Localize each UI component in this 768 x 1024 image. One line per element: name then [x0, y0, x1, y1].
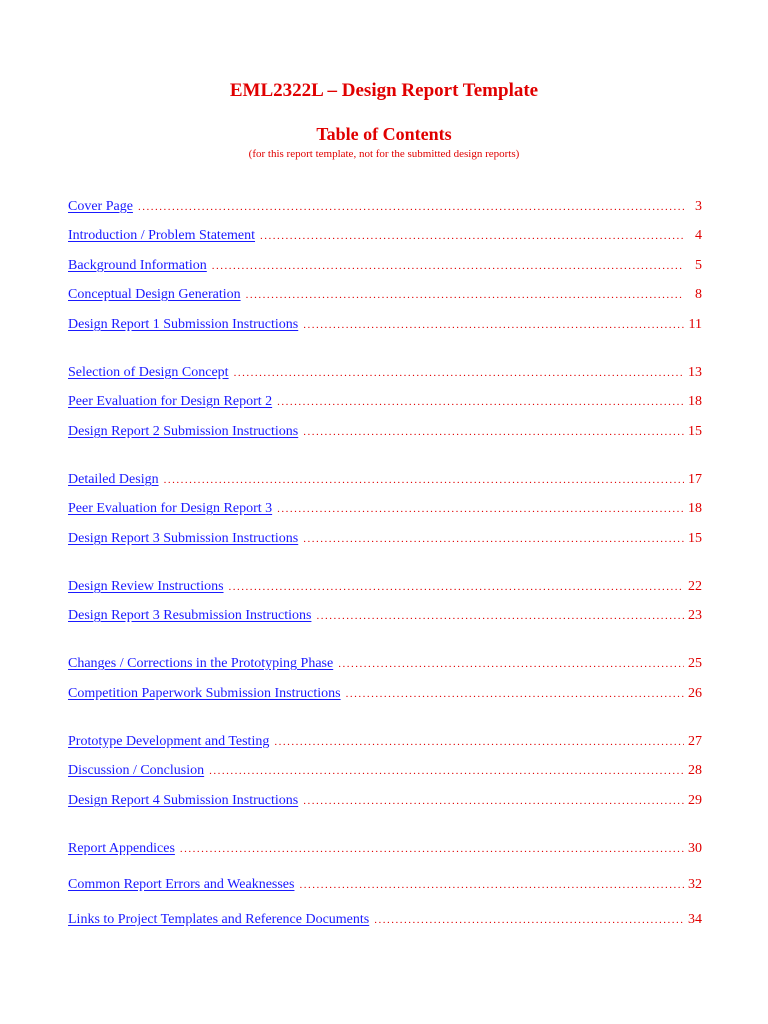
dot-leader	[260, 230, 684, 242]
toc-page-number: 27	[688, 734, 702, 749]
toc-entry-report-3-submission[interactable]	[68, 531, 702, 551]
dot-leader	[274, 736, 684, 748]
toc-link[interactable]: Selection of Design Concept	[68, 365, 229, 380]
toc-link[interactable]: Detailed Design	[68, 472, 159, 487]
dot-leader	[138, 201, 684, 213]
dot-leader	[212, 260, 684, 272]
dot-leader	[346, 688, 684, 700]
toc-page-number: 8	[695, 287, 702, 302]
toc-entry-prototyping-changes[interactable]	[68, 656, 702, 676]
dot-leader	[299, 879, 684, 891]
toc-entry-peer-eval-report-2[interactable]	[68, 394, 702, 414]
dot-leader	[303, 426, 684, 438]
toc-page-number: 4	[695, 228, 702, 243]
toc-link[interactable]: Conceptual Design Generation	[68, 287, 241, 302]
toc-link[interactable]: Design Review Instructions	[68, 579, 224, 594]
dot-leader	[209, 765, 684, 777]
toc-page-number: 26	[688, 686, 702, 701]
toc-page-number: 34	[688, 912, 702, 927]
dot-leader	[303, 319, 684, 331]
toc-page-number: 13	[688, 365, 702, 380]
toc-page-number: 28	[688, 763, 702, 778]
toc-link[interactable]: Changes / Corrections in the Prototyping Phase	[68, 656, 334, 671]
toc-page-number: 5	[695, 258, 702, 273]
toc-page-number: 15	[688, 531, 702, 546]
dot-leader	[277, 396, 684, 408]
toc-entry-common-errors[interactable]	[68, 877, 702, 897]
toc-link[interactable]: Report Appendices	[68, 841, 175, 856]
toc-page-number: 18	[688, 501, 702, 516]
toc-entry-peer-eval-report-3[interactable]	[68, 501, 702, 521]
dot-leader	[229, 581, 684, 593]
toc-page-number: 30	[688, 841, 702, 856]
toc-entry-discussion-conclusion[interactable]	[68, 763, 702, 783]
toc-link[interactable]: Common Report Errors and Weaknesses	[68, 877, 295, 892]
toc-page-number: 15	[688, 424, 702, 439]
toc-note: (for this report template, not for the submitted design reports)	[248, 148, 520, 160]
toc-entry-cover-page[interactable]	[68, 199, 702, 219]
dot-leader	[303, 795, 684, 807]
toc-link[interactable]: Design Report 1 Submission Instructions	[68, 317, 299, 332]
dot-leader	[374, 914, 684, 926]
toc-link[interactable]: Links to Project Templates and Reference Documents	[68, 912, 370, 927]
toc-entry-report-2-submission[interactable]	[68, 424, 702, 444]
toc-link[interactable]: Design Report 2 Submission Instructions	[68, 424, 299, 439]
toc-entry-report-1-submission[interactable]	[68, 317, 702, 337]
toc-page-number: 22	[688, 579, 702, 594]
toc-page-number: 29	[688, 793, 702, 808]
toc-entry-introduction[interactable]	[68, 228, 702, 248]
toc-page-number: 23	[688, 608, 702, 623]
toc-link[interactable]: Peer Evaluation for Design Report 3	[68, 501, 273, 516]
toc-entry-report-appendices[interactable]	[68, 841, 702, 861]
dot-leader	[303, 533, 684, 545]
toc-page-number: 18	[688, 394, 702, 409]
toc-entry-design-review[interactable]	[68, 579, 702, 599]
toc-entry-selection-of-concept[interactable]	[68, 365, 702, 385]
toc-entry-background[interactable]	[68, 258, 702, 278]
toc-link[interactable]: Prototype Development and Testing	[68, 734, 270, 749]
dot-leader	[316, 610, 684, 622]
dot-leader	[180, 843, 684, 855]
dot-leader	[338, 658, 684, 670]
toc-link[interactable]: Design Report 3 Submission Instructions	[68, 531, 299, 546]
toc-entry-detailed-design[interactable]	[68, 472, 702, 492]
toc-entry-prototype-development[interactable]	[68, 734, 702, 754]
toc-heading: Table of Contents	[316, 124, 452, 144]
toc-entry-report-4-submission[interactable]	[68, 793, 702, 813]
dot-leader	[164, 474, 684, 486]
toc-link[interactable]: Competition Paperwork Submission Instructions	[68, 686, 341, 701]
dot-leader	[277, 503, 684, 515]
toc-link[interactable]: Cover Page	[68, 199, 133, 214]
toc-page-number: 17	[688, 472, 702, 487]
toc-entry-conceptual-design[interactable]	[68, 287, 702, 307]
toc-page-number: 25	[688, 656, 702, 671]
toc-page-number: 32	[688, 877, 702, 892]
toc-link[interactable]: Peer Evaluation for Design Report 2	[68, 394, 273, 409]
toc-page-number: 11	[688, 317, 702, 332]
toc-link[interactable]: Introduction / Problem Statement	[68, 228, 256, 243]
toc-link[interactable]: Design Report 3 Resubmission Instructions	[68, 608, 312, 623]
toc-entry-report-3-resubmission[interactable]	[68, 608, 702, 628]
toc-link[interactable]: Discussion / Conclusion	[68, 763, 205, 778]
toc-entry-competition-paperwork[interactable]	[68, 686, 702, 706]
dot-leader	[234, 367, 684, 379]
toc-link[interactable]: Background Information	[68, 258, 207, 273]
toc-page-number: 3	[695, 199, 702, 214]
toc-entry-project-templates-links[interactable]	[68, 912, 702, 932]
toc-link[interactable]: Design Report 4 Submission Instructions	[68, 793, 299, 808]
document-title: EML2322L – Design Report Template	[229, 80, 539, 101]
dot-leader	[246, 289, 684, 301]
